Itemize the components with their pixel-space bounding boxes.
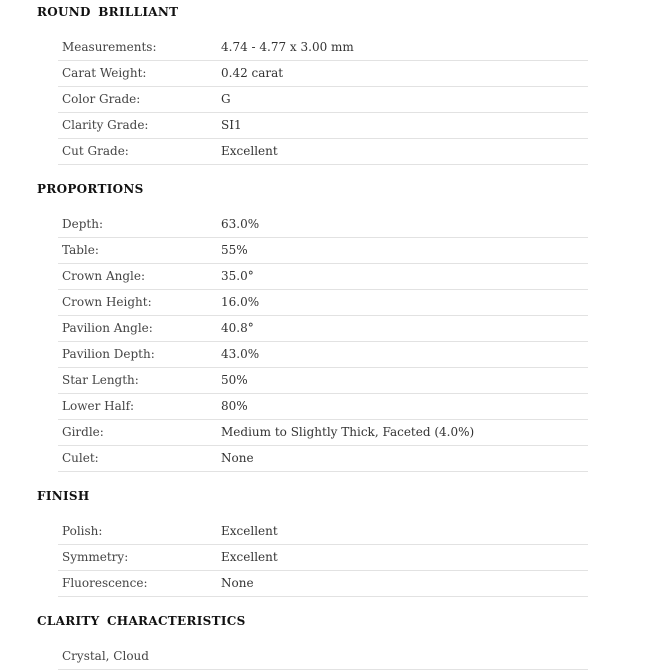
row-value: G xyxy=(221,92,231,106)
section-title-clarity-characteristics: CLARITY CHARACTERISTICS xyxy=(37,614,246,628)
table-row-girdle xyxy=(58,420,588,446)
table-row-polish xyxy=(58,519,588,545)
row-label: Carat Weight: xyxy=(62,66,147,80)
row-label: Table: xyxy=(62,243,99,257)
section-title-finish: FINISH xyxy=(37,489,90,503)
row-value: 50% xyxy=(221,373,248,387)
section-title-round-brilliant: ROUND BRILLIANT xyxy=(37,5,179,19)
row-label: Depth: xyxy=(62,217,103,231)
table-row-clarity-grade xyxy=(58,113,588,139)
table-round-brilliant xyxy=(58,35,588,165)
table-row-symmetry xyxy=(58,545,588,571)
table-row-color-grade xyxy=(58,87,588,113)
table-row-carat-weight xyxy=(58,61,588,87)
row-value: Medium to Slightly Thick, Faceted (4.0%) xyxy=(221,425,475,439)
row-label: Crown Height: xyxy=(62,295,152,309)
table-row-table xyxy=(58,238,588,264)
table-proportions xyxy=(58,212,588,472)
row-value: None xyxy=(221,451,254,465)
row-label: Pavilion Depth: xyxy=(62,347,155,361)
clarity-characteristic-text: Crystal, Cloud xyxy=(62,649,149,663)
row-value: 4.74 - 4.77 x 3.00 mm xyxy=(221,40,354,54)
row-label: Clarity Grade: xyxy=(62,118,149,132)
table-row-crown-angle xyxy=(58,264,588,290)
row-value: 63.0% xyxy=(221,217,260,231)
table-row-star-length xyxy=(58,368,588,394)
table-row-crown-height xyxy=(58,290,588,316)
row-value: Excellent xyxy=(221,550,278,564)
row-value: None xyxy=(221,576,254,590)
table-row-cut-grade xyxy=(58,139,588,165)
row-label: Fluorescence: xyxy=(62,576,148,590)
list-item xyxy=(58,644,588,670)
table-row-culet xyxy=(58,446,588,472)
section-title-proportions: PROPORTIONS xyxy=(37,182,144,196)
row-value: SI1 xyxy=(221,118,242,132)
row-value: 40.8° xyxy=(221,321,254,335)
row-label: Culet: xyxy=(62,451,99,465)
row-label: Crown Angle: xyxy=(62,269,146,283)
table-finish xyxy=(58,519,588,597)
row-label: Lower Half: xyxy=(62,399,135,413)
table-row-lower-half xyxy=(58,394,588,420)
row-value: Excellent xyxy=(221,524,278,538)
row-label: Girdle: xyxy=(62,425,104,439)
row-label: Measurements: xyxy=(62,40,157,54)
table-clarity-characteristics xyxy=(58,644,588,670)
row-value: 43.0% xyxy=(221,347,260,361)
row-label: Pavilion Angle: xyxy=(62,321,153,335)
row-value: 0.42 carat xyxy=(221,66,284,80)
table-row-pavilion-angle xyxy=(58,316,588,342)
row-label: Color Grade: xyxy=(62,92,141,106)
row-label: Cut Grade: xyxy=(62,144,129,158)
row-value: 16.0% xyxy=(221,295,260,309)
table-row-depth xyxy=(58,212,588,238)
row-value: 55% xyxy=(221,243,248,257)
row-label: Star Length: xyxy=(62,373,139,387)
row-label: Polish: xyxy=(62,524,103,538)
row-value: 80% xyxy=(221,399,248,413)
table-row-fluorescence xyxy=(58,571,588,597)
row-label: Symmetry: xyxy=(62,550,129,564)
table-row-measurements xyxy=(58,35,588,61)
row-value: 35.0° xyxy=(221,269,254,283)
row-value: Excellent xyxy=(221,144,278,158)
table-row-pavilion-depth xyxy=(58,342,588,368)
